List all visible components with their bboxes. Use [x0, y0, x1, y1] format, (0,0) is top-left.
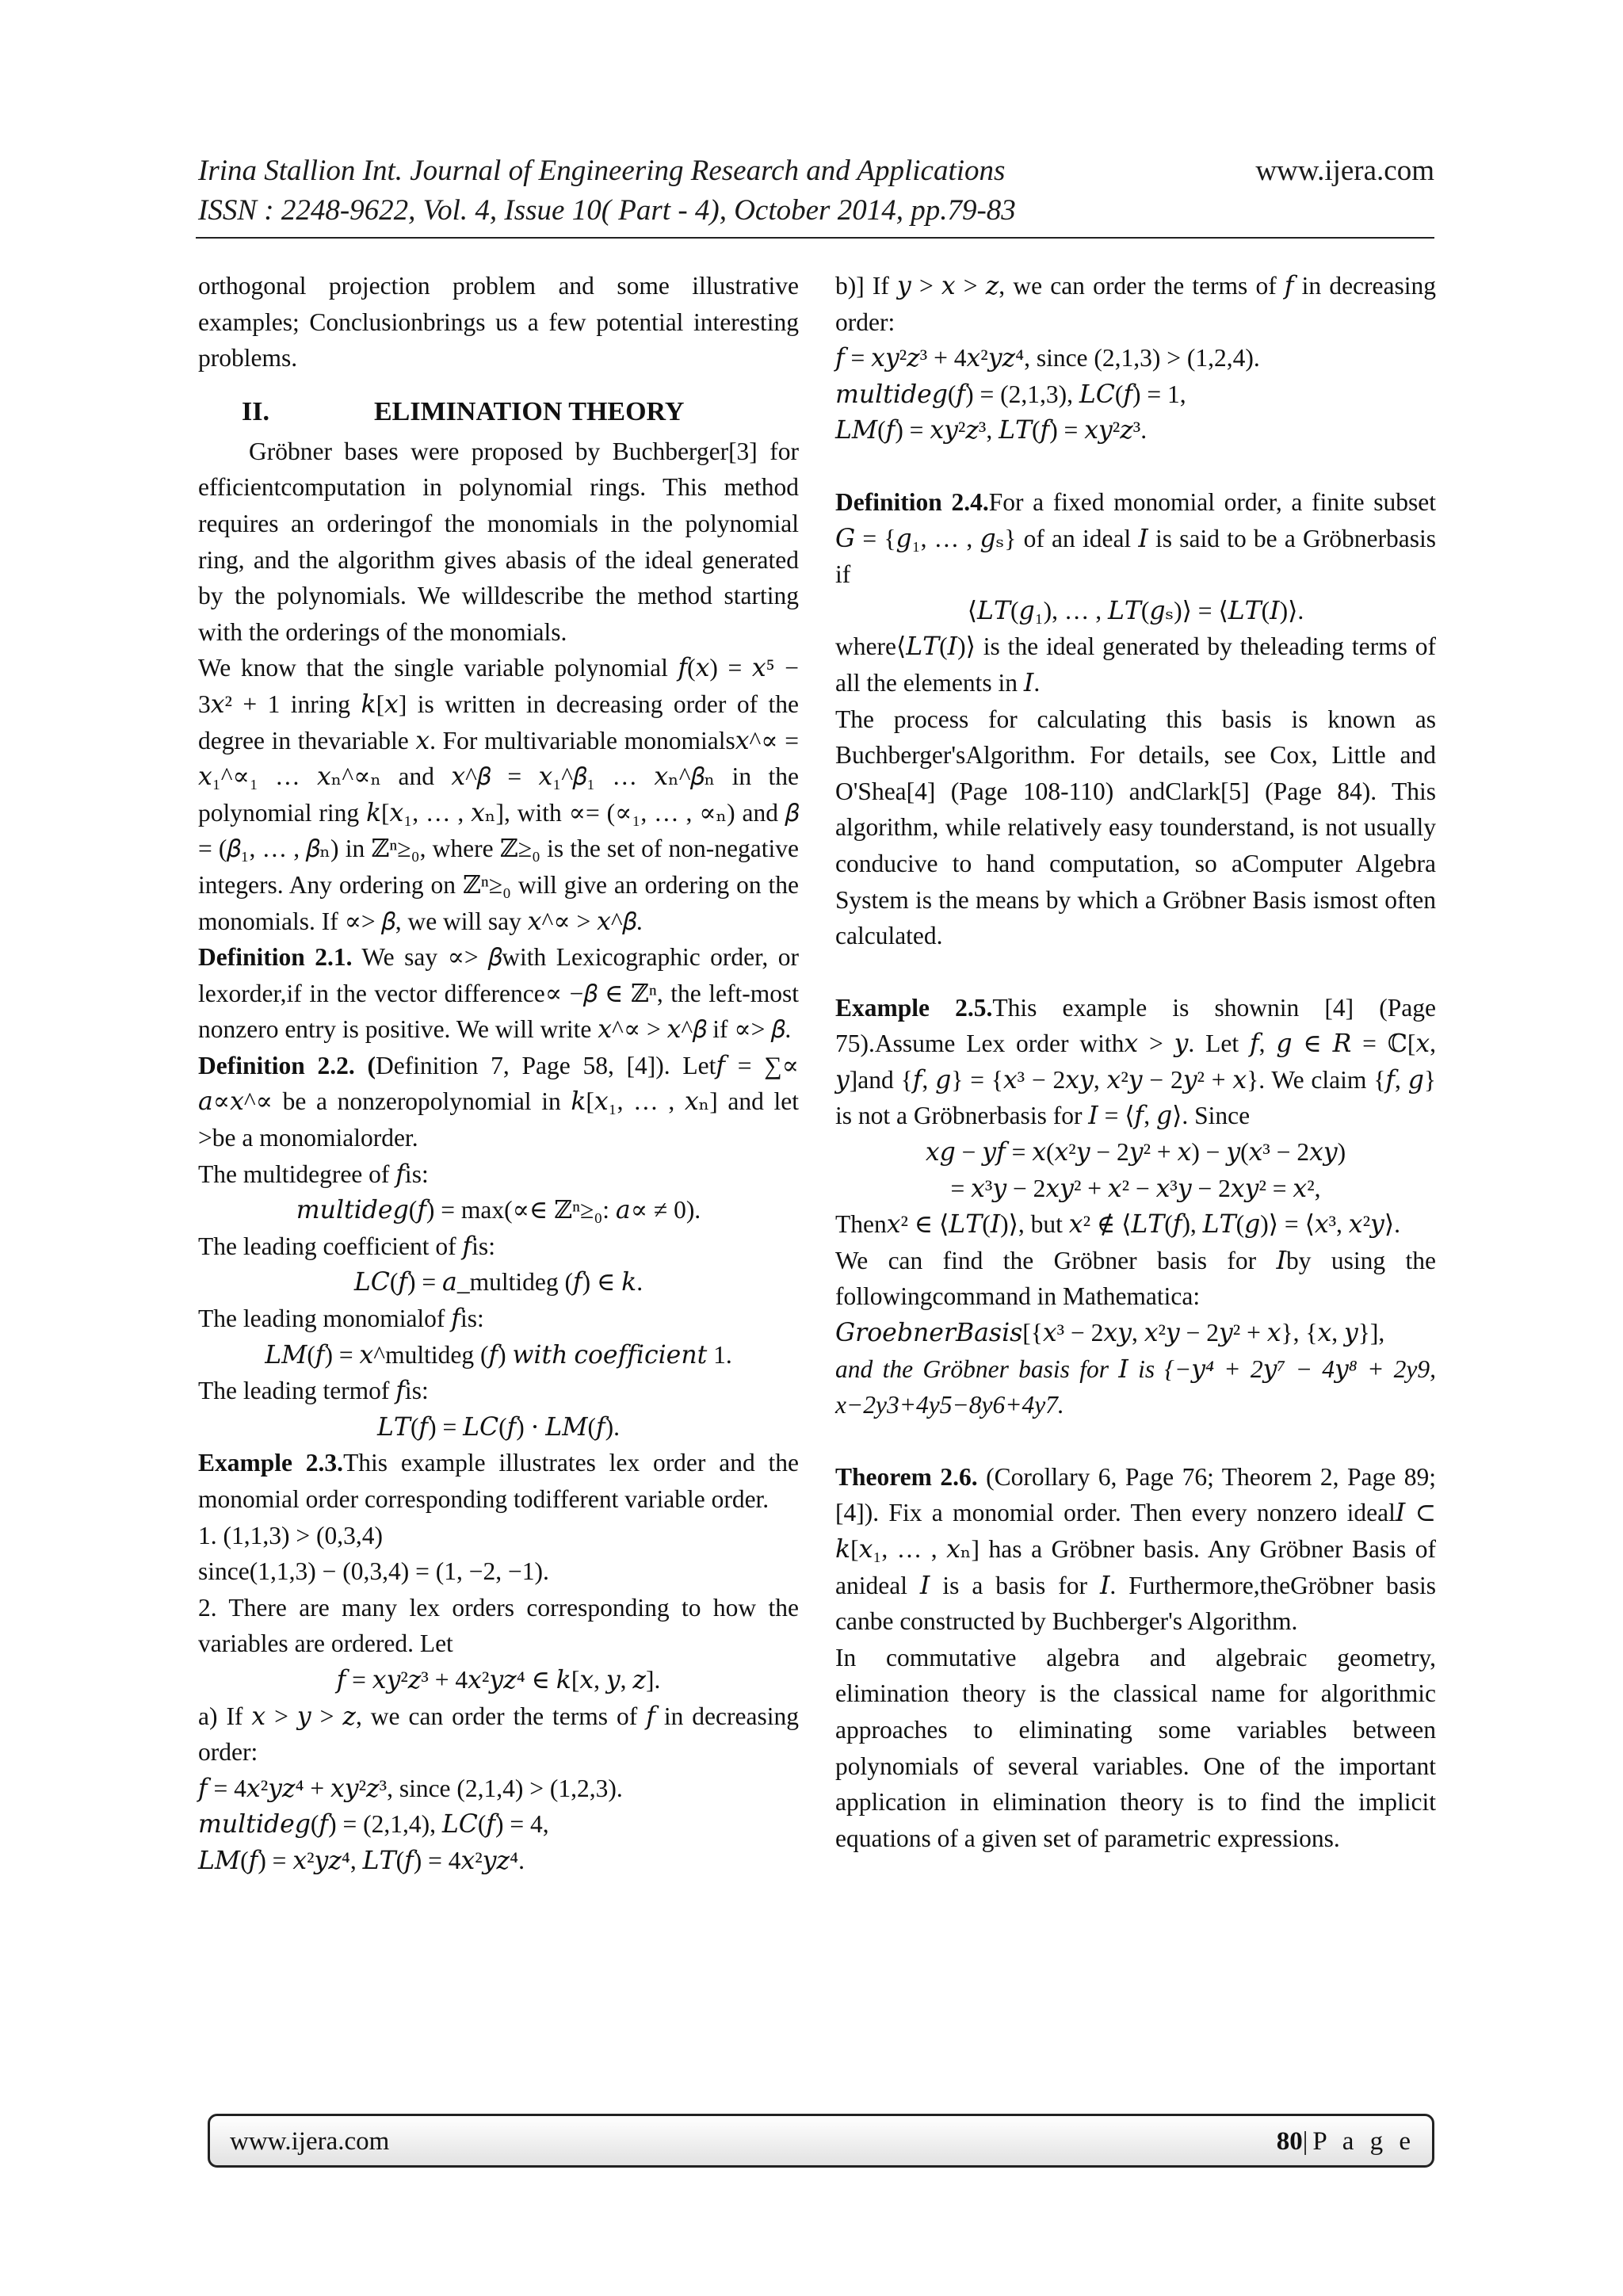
example-2-3-text: This example illustrates lex order and the monomial order corresponding todifferent variable order.: [198, 1449, 799, 1513]
spacer: [835, 954, 1436, 990]
definition-2-4-label: Definition 2.4.: [835, 487, 989, 516]
case-a-line-1: 𝑓 = 4𝑥²𝑦𝑧⁴ + 𝑥𝑦²𝑧³, since (2,1,4) > (1,2,3).: [198, 1774, 623, 1802]
example-item-1-since: since(1,1,3) − (0,3,4) = (1, −2, −1).: [198, 1557, 549, 1586]
then-statement: Then𝑥² ∈ ⟨𝐿𝑇(𝐼)⟩, but 𝑥² ∉ ⟨𝐿𝑇(𝑓), 𝐿𝑇(𝑔)⟩ = ⟨𝑥³, 𝑥²𝑦⟩.: [835, 1210, 1400, 1239]
definition-2-1-text: We say ∝> 𝛽with Lexicographic order, or lexorder,if in the vector difference∝ −𝛽 ∈ ℤⁿ, the left-most nonzero entry is positive. We will write 𝑥^∝ > 𝑥^𝛽 if ∝> 𝛽.: [198, 943, 799, 1044]
f-definition-equation: 𝑓 = 𝑥𝑦²𝑧³ + 4𝑥²𝑦𝑧⁴ ∈ 𝑘[𝑥, 𝑦, 𝑧].: [336, 1665, 661, 1694]
leading-term-equation: 𝐿𝑇(𝑓) = 𝐿𝐶(𝑓) ⋅ 𝐿𝑀(𝑓).: [377, 1412, 620, 1441]
leading-coefficient-equation: 𝐿𝐶(𝑓) = 𝑎_multideg (𝑓) ∈ 𝑘.: [353, 1268, 643, 1297]
page-label: |P a g e: [1302, 2127, 1415, 2156]
right-column: [835, 268, 1436, 1856]
footer-page: [1277, 2124, 1415, 2159]
left-column: [198, 268, 799, 1879]
definition-2-4-text: For a fixed monomial order, a finite subset 𝐺 = {𝑔₁, … , 𝑔ₛ} of an ideal 𝐼 is said to be a Gröbnerbasis if: [835, 487, 1436, 589]
example-item-1: 1. (1,1,3) > (0,3,4): [198, 1521, 383, 1549]
theorem-2-6: [835, 1459, 1436, 1640]
derivation-line-2: = 𝑥³𝑦 − 2𝑥𝑦² + 𝑥² − 𝑥³𝑦 − 2𝑥𝑦² = 𝑥²,: [950, 1174, 1321, 1202]
definition-2-1-label: Definition 2.1.: [198, 943, 353, 972]
theorem-2-6-label: Theorem 2.6.: [835, 1462, 978, 1491]
section-heading: [198, 394, 799, 430]
spacer: [835, 449, 1436, 484]
grobner-intro-paragraph: Gröbner bases were proposed by Buchberger[3] for efficientcomputation in polynomial rings. This method requires an orderingof the monomials in the polynomial ring, and the algorithm gives abasis of the ideal generated by the polynomials. We willdescribe the method starting with the orderings of the monomials.: [198, 437, 799, 646]
grobner-basis-result: and the Gröbner basis for 𝐼 is {−𝑦⁴ + 2𝑦⁷ − 4𝑦⁸ + 2y9, x−2y3+4y5−8y6+4y7.: [835, 1354, 1436, 1419]
leading-term-intro: The leading termof 𝑓is:: [198, 1377, 429, 1405]
case-a-text: a) If 𝑥 > 𝑦 > 𝑧, we can order the terms of 𝑓 in decreasing order:: [198, 1702, 799, 1767]
mathematica-command: 𝐺𝑟𝑜𝑒𝑏𝑛𝑒𝑟𝐵𝑎𝑠𝑖𝑠[{𝑥³ − 2𝑥𝑦, 𝑥²𝑦 − 2𝑦² + 𝑥}, {𝑥, 𝑦}],: [835, 1319, 1385, 1347]
case-a-line-3: 𝐿𝑀(𝑓) = 𝑥²𝑦𝑧⁴, 𝐿𝑇(𝑓) = 4𝑥²𝑦𝑧⁴.: [198, 1846, 525, 1874]
monomial-paragraph: We know that the single variable polynomial 𝑓(𝑥) = 𝑥⁵ − 3𝑥² + 1 inring 𝑘[𝑥] is written in decreasing order of the degree in thevariable 𝑥. For multivariable monomials𝑥^∝ = 𝑥₁^∝₁ … 𝑥ₙ^∝ₙ and 𝑥^𝛽 = 𝑥₁^𝛽₁ … 𝑥ₙ^𝛽ₙ in the polynomial ring 𝑘[𝑥₁, … , 𝑥ₙ], with ∝= (∝₁, … , ∝ₙ) and 𝛽 = (𝛽₁, … , 𝛽ₙ) in ℤⁿ≥₀, where ℤ≥₀ is the set of non-negative integers. Any ordering on ℤⁿ≥₀ will give an ordering on the monomials. If ∝> 𝛽, we will say 𝑥^∝ > 𝑥^𝛽.: [198, 654, 799, 935]
definition-2-4-equation: ⟨𝐿𝑇(𝑔₁), … , 𝐿𝑇(𝑔ₛ)⟩ = ⟨𝐿𝑇(𝐼)⟩.: [967, 596, 1304, 625]
example-2-5: [835, 990, 1436, 1134]
spacer: [835, 1423, 1436, 1459]
case-b-line-2: 𝑚𝑢𝑙𝑡𝑖𝑑𝑒𝑔(𝑓) = (2,1,3), 𝐿𝐶(𝑓) = 1,: [835, 380, 1186, 408]
example-item-2: 2. There are many lex orders corresponding to how the variables are ordered. Let: [198, 1593, 799, 1658]
multidegree-intro: The multidegree of 𝑓is:: [198, 1159, 429, 1188]
definition-2-2: [198, 1048, 799, 1156]
journal-title: Irina Stallion Int. Journal of Engineering Research and Applications: [198, 155, 1006, 187]
definition-2-4-where: where⟨𝐿𝑇(𝐼)⟩ is the ideal generated by theleading terms of all the elements in 𝐼.: [835, 632, 1436, 697]
leading-monomial-intro: The leading monomialof 𝑓is:: [198, 1305, 484, 1333]
case-b-line-1: 𝑓 = 𝑥𝑦²𝑧³ + 4𝑥²𝑦𝑧⁴, since (2,1,3) > (1,2,4).: [835, 344, 1260, 372]
case-b-line-3: 𝐿𝑀(𝑓) = 𝑥𝑦²𝑧³, 𝐿𝑇(𝑓) = 𝑥𝑦²𝑧³.: [835, 416, 1148, 445]
definition-2-4: [835, 484, 1436, 593]
multidegree-equation: 𝑚𝑢𝑙𝑡𝑖𝑑𝑒𝑔(𝑓) = max(∝∈ ℤⁿ≥₀: 𝑎∝ ≠ 0).: [296, 1196, 701, 1224]
footer-website[interactable]: www.ijera.com: [230, 2127, 390, 2156]
example-2-3: [198, 1445, 799, 1517]
issn-line: ISSN : 2248-9622, Vol. 4, Issue 10( Part - 4), October 2014, pp.79-83: [198, 194, 1016, 227]
section-number: II.: [242, 396, 269, 426]
example-2-5-text: This example is shownin [4] (Page 75).Assume Lex order with𝑥 > 𝑦. Let 𝑓, 𝑔 ∈ 𝑅 = ℂ[𝑥, 𝑦]and {𝑓, 𝑔} = {𝑥³ − 2𝑥𝑦, 𝑥²𝑦 − 2𝑦² + 𝑥}. We claim {𝑓, 𝑔} is not a Gröbnerbasis for 𝐼 = ⟨𝑓, 𝑔⟩. Since: [835, 993, 1436, 1130]
elimination-theory-paragraph: In commutative algebra and algebraic geometry, elimination theory is the classical name for algorithmic approaches to eliminating some variables between polynomials of several variables. One of the important application in elimination theory is to find the implicit equations of a given set of parametric expressions.: [835, 1643, 1436, 1852]
section-title: ELIMINATION THEORY: [374, 396, 685, 426]
case-b-text: b)] If 𝑦 > 𝑥 > 𝑧, we can order the terms of 𝑓 in decreasing order:: [835, 272, 1436, 336]
definition-2-2-text: Definition 7, Page 58, [4]). Let𝑓 = ∑∝ 𝑎∝𝑥^∝ be a nonzeropolynomial in 𝑘[𝑥₁, … , 𝑥ₙ] and let >be a monomialorder.: [198, 1051, 799, 1152]
buchberger-paragraph: The process for calculating this basis is known as Buchberger'sAlgorithm. For details, see Cox, Little and O'Shea[4] (Page 108-110) andClark[5] (Page 84). This algorithm, while relatively easy tounderstand, is not usually conducive to hand computation, so aComputer Algebra System is the means by which a Gröbner Basis ismost often calculated.: [835, 705, 1436, 950]
page-number: 80: [1276, 2127, 1303, 2156]
header-rule: [196, 237, 1434, 239]
case-a-line-2: 𝑚𝑢𝑙𝑡𝑖𝑑𝑒𝑔(𝑓) = (2,1,4), 𝐿𝐶(𝑓) = 4,: [198, 1810, 549, 1839]
definition-2-1: [198, 939, 799, 1048]
leading-monomial-equation: 𝐿𝑀(𝑓) = 𝑥^multideg (𝑓) 𝑤𝑖𝑡ℎ 𝑐𝑜𝑒𝑓𝑓𝑖𝑐𝑖𝑒𝑛𝑡 1.: [265, 1340, 732, 1369]
mathematica-intro: We can find the Gröbner basis for 𝐼by using the followingcommand in Mathematica:: [835, 1246, 1436, 1311]
header-website: www.ijera.com: [1255, 155, 1434, 187]
definition-2-2-label: Definition 2.2. (: [198, 1051, 376, 1079]
derivation-line-1: 𝑥𝑔 − 𝑦𝑓 = 𝑥(𝑥²𝑦 − 2𝑦² + 𝑥) − 𝑦(𝑥³ − 2𝑥𝑦): [925, 1138, 1346, 1167]
leading-coefficient-intro: The leading coefficient of 𝑓is:: [198, 1232, 495, 1260]
theorem-2-6-text: (Corollary 6, Page 76; Theorem 2, Page 89; [4]). Fix a monomial order. Then every nonzero ideal𝐼 ⊂ 𝑘[𝑥₁, … , 𝑥ₙ] has a Gröbner basis. Any Gröbner Basis of anideal 𝐼 is a basis for 𝐼. Furthermore,theGröbner basis canbe constructed by Buchberger's Algorithm.: [835, 1462, 1436, 1636]
intro-continued-paragraph: orthogonal projection problem and some illustrative examples; Conclusionbrings us a few potential interesting problems.: [198, 272, 799, 372]
example-2-3-label: Example 2.3.: [198, 1449, 344, 1477]
example-2-5-label: Example 2.5.: [835, 993, 993, 1022]
footer-bar: [208, 2114, 1434, 2168]
